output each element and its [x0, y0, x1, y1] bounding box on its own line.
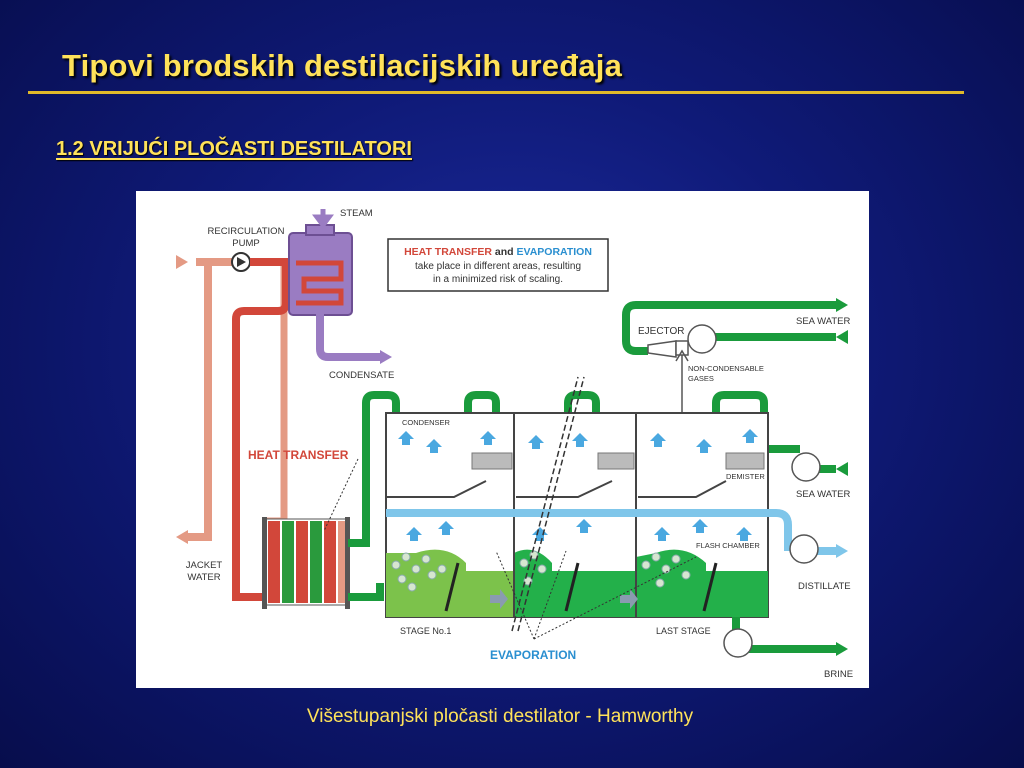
brine-label: BRINE [824, 669, 854, 680]
sea-water-mid-arrow-icon [836, 462, 848, 476]
jacket-water-label-2: WATER [187, 572, 221, 583]
sea-water-out-arrow-icon [836, 298, 848, 312]
jacket-inlet-arrow-icon [176, 255, 188, 269]
steam-label: STEAM [340, 208, 373, 219]
evaporation-label: EVAPORATION [490, 648, 577, 662]
jacket-outlet-arrow-icon [176, 530, 188, 544]
brine-line [724, 617, 848, 657]
distillate-pump-icon [790, 535, 818, 563]
condensate-arrow-icon [380, 350, 392, 364]
section-heading: 1.2 VRIJUĆI PLOČASTI DESTILATORI [56, 138, 412, 160]
ejector-label: EJECTOR [638, 326, 685, 337]
recirculation-pump-label-1: RECIRCULATION [207, 226, 285, 237]
info-evaporation: EVAPORATION [516, 246, 592, 258]
title-rule [28, 91, 964, 94]
demister-label: DEMISTER [726, 472, 765, 481]
slide-title: Tipovi brodskih destilacijskih uređaja [62, 48, 623, 83]
svg-text:HEAT TRANSFER and EVAPORATION [404, 246, 592, 258]
flash-chamber-label: FLASH CHAMBER [696, 541, 760, 550]
non-condensable-label-2: GASES [688, 374, 714, 383]
brine-pump-icon [724, 629, 752, 657]
sea-water-mid-label: SEA WATER [796, 489, 851, 500]
info-and: and [491, 246, 517, 258]
brine-arrow-icon [836, 642, 848, 656]
figure-caption: Višestupanjski pločasti destilator - Hamworthy [306, 706, 694, 727]
steam-heater [289, 209, 392, 364]
info-box [388, 239, 608, 291]
distillate-label: DISTILLATE [798, 581, 851, 592]
stage-1-label: STAGE No.1 [400, 626, 452, 636]
sea-water-in-arrow-icon [836, 330, 848, 344]
distiller-diagram [136, 191, 869, 688]
sea-water-top-label: SEA WATER [796, 316, 851, 327]
condenser-label: CONDENSER [402, 418, 450, 427]
info-heat-transfer: HEAT TRANSFER [404, 246, 492, 258]
recirculation-pump-label-2: PUMP [232, 238, 260, 249]
heat-transfer-label: HEAT TRANSFER [248, 448, 349, 462]
condensate-label: CONDENSATE [329, 370, 395, 381]
info-line-3: in a minimized risk of scaling. [432, 274, 564, 285]
steam-arrow-icon [317, 209, 329, 225]
non-condensable-label-1: NON-CONDENSABLE [688, 364, 764, 373]
distillate-arrow-icon [836, 544, 848, 558]
sea-water-pump-icon [792, 453, 820, 481]
jacket-water-label-1: JACKET [185, 560, 223, 571]
info-line-2: take place in different areas, resulting [414, 261, 582, 272]
jacket-water-line [176, 253, 284, 544]
plate-heat-exchanger [262, 517, 350, 609]
last-stage-label: LAST STAGE [656, 626, 711, 636]
